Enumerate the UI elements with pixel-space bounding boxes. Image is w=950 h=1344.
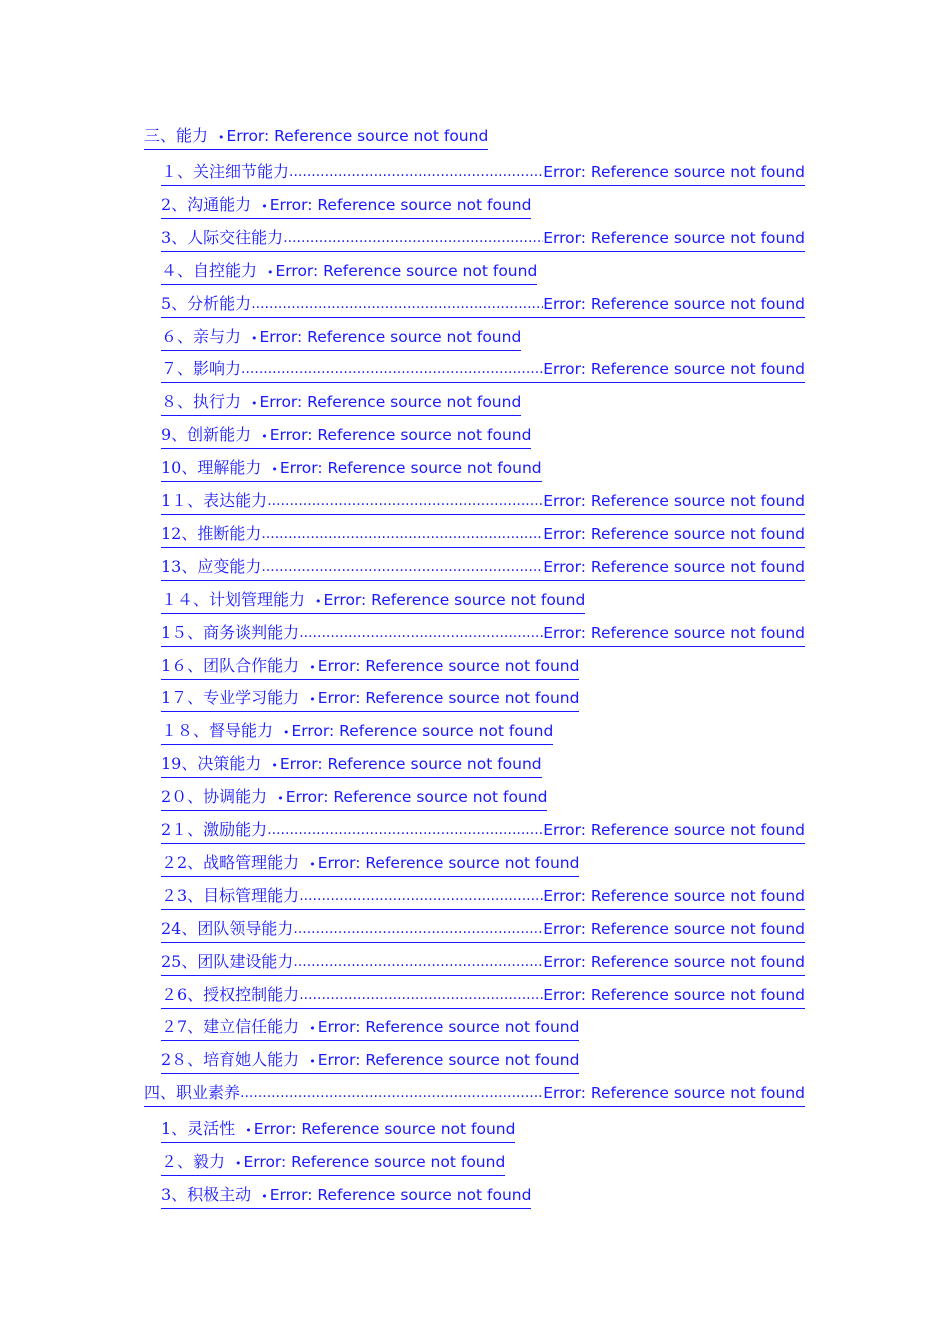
toc-entry-title[interactable]: 1、灵活性: [161, 1119, 236, 1139]
toc-page-reference[interactable]: Error: Reference source not found: [253, 1120, 516, 1139]
toc-entry-link[interactable]: [161, 455, 542, 482]
toc-entry-link[interactable]: [161, 488, 805, 515]
toc-entry-link[interactable]: [161, 982, 805, 1009]
toc-page-reference[interactable]: Error: Reference source not found: [543, 1084, 805, 1103]
toc-entry-title[interactable]: 1６、团队合作能力: [161, 655, 300, 675]
toc-entry-title[interactable]: ６、亲与力: [161, 326, 242, 346]
toc-entry-link[interactable]: [161, 883, 805, 910]
toc-page-reference[interactable]: Error: Reference source not found: [317, 689, 580, 708]
toc-entry-link[interactable]: [161, 225, 805, 252]
toc-page-reference[interactable]: Error: Reference source not found: [543, 492, 805, 510]
toc-page-reference[interactable]: Error: Reference source not found: [543, 821, 805, 839]
toc-dot-leader: [241, 356, 543, 382]
toc-entry-title[interactable]: 1５、商务谈判能力: [161, 622, 300, 642]
toc-entry-link[interactable]: [161, 751, 542, 778]
toc-entry-title[interactable]: 2、沟通能力: [161, 194, 252, 214]
toc-entry-link[interactable]: [161, 1182, 531, 1209]
toc-entry-link[interactable]: [161, 850, 579, 877]
toc-entry-link[interactable]: [161, 1047, 579, 1074]
toc-dot-leader: [299, 883, 543, 909]
toc-dot-leader: [240, 1080, 543, 1106]
toc-entry-link[interactable]: [161, 784, 547, 811]
toc-page-reference[interactable]: Error: Reference source not found: [269, 1186, 532, 1204]
toc-page-reference[interactable]: Error: Reference source not found: [543, 360, 805, 379]
toc-tab-marker-icon: •: [267, 265, 274, 279]
toc-entry-title[interactable]: 1１、表达能力: [161, 491, 268, 510]
toc-entry-title[interactable]: 19、决策能力: [161, 754, 262, 774]
toc-tab-marker-icon: •: [251, 397, 258, 411]
toc-tab-marker-icon: •: [309, 1055, 316, 1069]
toc-tab-marker-icon: •: [245, 1124, 252, 1138]
toc-page-reference[interactable]: Error: Reference source not found: [269, 195, 532, 214]
toc-dot-leader: [261, 521, 543, 547]
toc-entry-title[interactable]: ２、毅力: [161, 1152, 226, 1172]
toc-tab-marker-icon: •: [271, 463, 278, 477]
toc-page-reference[interactable]: Error: Reference source not found: [543, 985, 805, 1004]
toc-page-reference[interactable]: Error: Reference source not found: [543, 294, 805, 313]
toc-entry-title[interactable]: 5、分析能力: [161, 293, 252, 313]
toc-tab-marker-icon: •: [309, 857, 316, 871]
toc-entry-title[interactable]: 25、团队建设能力: [161, 951, 294, 971]
toc-dot-leader: [267, 488, 543, 514]
toc-heading-link[interactable]: [144, 123, 488, 150]
toc-entry-title[interactable]: 12、推断能力: [161, 523, 262, 543]
toc-entry-title[interactable]: ８、执行力: [161, 392, 242, 412]
toc-entry-link[interactable]: [161, 653, 579, 680]
toc-dot-leader: [299, 982, 543, 1008]
toc-page-reference[interactable]: Error: Reference source not found: [279, 459, 542, 478]
toc-entry-link[interactable]: [161, 291, 805, 318]
toc-page-reference[interactable]: Error: Reference source not found: [543, 524, 805, 543]
toc-entry-link[interactable]: [161, 356, 805, 383]
toc-tab-marker-icon: •: [277, 792, 284, 806]
toc-entry-title[interactable]: 10、理解能力: [161, 458, 262, 478]
toc-entry-title[interactable]: 2１、激励能力: [161, 820, 268, 839]
toc-entry-link[interactable]: [161, 817, 805, 844]
toc-entry-title[interactable]: １８、督导能力: [161, 721, 274, 741]
toc-tab-marker-icon: •: [271, 759, 278, 773]
toc-tab-marker-icon: •: [235, 1157, 242, 1171]
toc-entry-link[interactable]: [161, 949, 805, 976]
toc-page-reference[interactable]: Error: Reference source not found: [269, 426, 532, 445]
toc-page-reference[interactable]: Error: Reference source not found: [543, 228, 805, 247]
toc-entry-link[interactable]: [161, 324, 521, 351]
toc-dot-leader: [299, 620, 543, 646]
toc-dot-leader: [293, 949, 543, 975]
toc-dot-leader: [289, 159, 543, 185]
toc-tab-marker-icon: •: [261, 199, 268, 213]
toc-page-reference[interactable]: Error: Reference source not found: [285, 788, 548, 807]
toc-dot-leader: [267, 817, 543, 843]
toc-page-reference[interactable]: Error: Reference source not found: [243, 1153, 506, 1172]
toc-tab-marker-icon: •: [251, 331, 258, 345]
toc-entry-title[interactable]: ４、自控能力: [161, 260, 258, 280]
toc-entry-title[interactable]: ７、影响力: [161, 359, 242, 379]
toc-entry-title[interactable]: ２7、建立信任能力: [161, 1017, 300, 1037]
toc-page-reference[interactable]: Error: Reference source not found: [226, 127, 489, 145]
toc-entry-title[interactable]: 24、团队领导能力: [161, 918, 294, 938]
toc-entry-link[interactable]: [161, 521, 805, 548]
toc-entry-link[interactable]: [161, 1014, 579, 1041]
toc-tab-marker-icon: •: [309, 1022, 316, 1036]
toc-page-reference[interactable]: Error: Reference source not found: [259, 393, 522, 412]
toc-entry-title[interactable]: ２3、目标管理能力: [161, 885, 300, 905]
toc-entry-link[interactable]: [161, 1149, 505, 1176]
toc-entry-title[interactable]: 2０、协调能力: [161, 787, 268, 807]
toc-page-reference[interactable]: Error: Reference source not found: [291, 722, 554, 741]
toc-entry-title[interactable]: 3、积极主动: [161, 1185, 252, 1204]
toc-page-reference[interactable]: Error: Reference source not found: [259, 327, 522, 346]
toc-entry-link[interactable]: [161, 1116, 515, 1143]
toc-page-reference[interactable]: Error: Reference source not found: [543, 952, 805, 971]
toc-entry-title[interactable]: 三、能力: [144, 126, 209, 145]
toc-page-reference[interactable]: Error: Reference source not found: [275, 261, 538, 280]
toc-tab-marker-icon: •: [315, 594, 322, 608]
toc-page-reference[interactable]: Error: Reference source not found: [543, 163, 805, 181]
toc-dot-leader: [293, 916, 543, 942]
toc-entry-title[interactable]: 2８、培育她人能力: [161, 1050, 300, 1070]
toc-page-reference[interactable]: Error: Reference source not found: [543, 623, 805, 642]
toc-entry-link[interactable]: [161, 258, 537, 285]
toc-heading-link[interactable]: [144, 1080, 805, 1107]
toc-page-reference[interactable]: Error: Reference source not found: [543, 886, 805, 905]
toc-page-reference[interactable]: Error: Reference source not found: [317, 1051, 580, 1070]
toc-entry-title[interactable]: 9、创新能力: [161, 425, 252, 445]
toc-entry-link[interactable]: [161, 389, 521, 416]
toc-entry-link[interactable]: [161, 159, 805, 186]
toc-entry-link[interactable]: [161, 192, 531, 219]
toc-page-reference[interactable]: Error: Reference source not found: [323, 590, 586, 609]
toc-tab-marker-icon: •: [309, 660, 316, 674]
toc-dot-leader: [261, 554, 543, 580]
toc-entry-title[interactable]: 1７、专业学习能力: [161, 688, 300, 708]
toc-page-reference[interactable]: Error: Reference source not found: [317, 853, 580, 872]
toc-tab-marker-icon: •: [309, 693, 316, 707]
toc-tab-marker-icon: •: [283, 726, 290, 740]
toc-entry-title[interactable]: ２6、授权控制能力: [161, 984, 300, 1004]
toc-entry-title[interactable]: １４、计划管理能力: [161, 589, 306, 609]
toc-entry-link[interactable]: [161, 916, 805, 943]
toc-dot-leader: [251, 291, 543, 317]
toc-entry-link[interactable]: [161, 685, 579, 712]
toc-dot-leader: [283, 225, 543, 251]
toc-tab-marker-icon: •: [261, 430, 268, 444]
toc-entry-title[interactable]: 13、应变能力: [161, 556, 262, 576]
toc-page-reference[interactable]: Error: Reference source not found: [543, 919, 805, 938]
toc-entry-link[interactable]: [161, 554, 805, 581]
toc-entry-link[interactable]: [161, 718, 553, 745]
toc-page-reference[interactable]: Error: Reference source not found: [317, 656, 580, 675]
toc-entry-link[interactable]: [161, 422, 531, 449]
toc-page-reference[interactable]: Error: Reference source not found: [317, 1018, 580, 1037]
toc-entry-title[interactable]: 3、人际交往能力: [161, 227, 284, 247]
toc-entry-link[interactable]: [161, 620, 805, 647]
toc-entry-title[interactable]: ２2、战略管理能力: [161, 852, 300, 872]
toc-entry-link[interactable]: [161, 587, 585, 614]
toc-entry-title[interactable]: 四、职业素养: [144, 1083, 241, 1103]
toc-page-reference[interactable]: Error: Reference source not found: [543, 557, 805, 576]
toc-page-reference[interactable]: Error: Reference source not found: [279, 755, 542, 774]
toc-tab-marker-icon: •: [261, 1190, 268, 1203]
toc-tab-marker-icon: •: [218, 131, 225, 144]
toc-entry-title[interactable]: １、关注细节能力: [161, 162, 290, 181]
